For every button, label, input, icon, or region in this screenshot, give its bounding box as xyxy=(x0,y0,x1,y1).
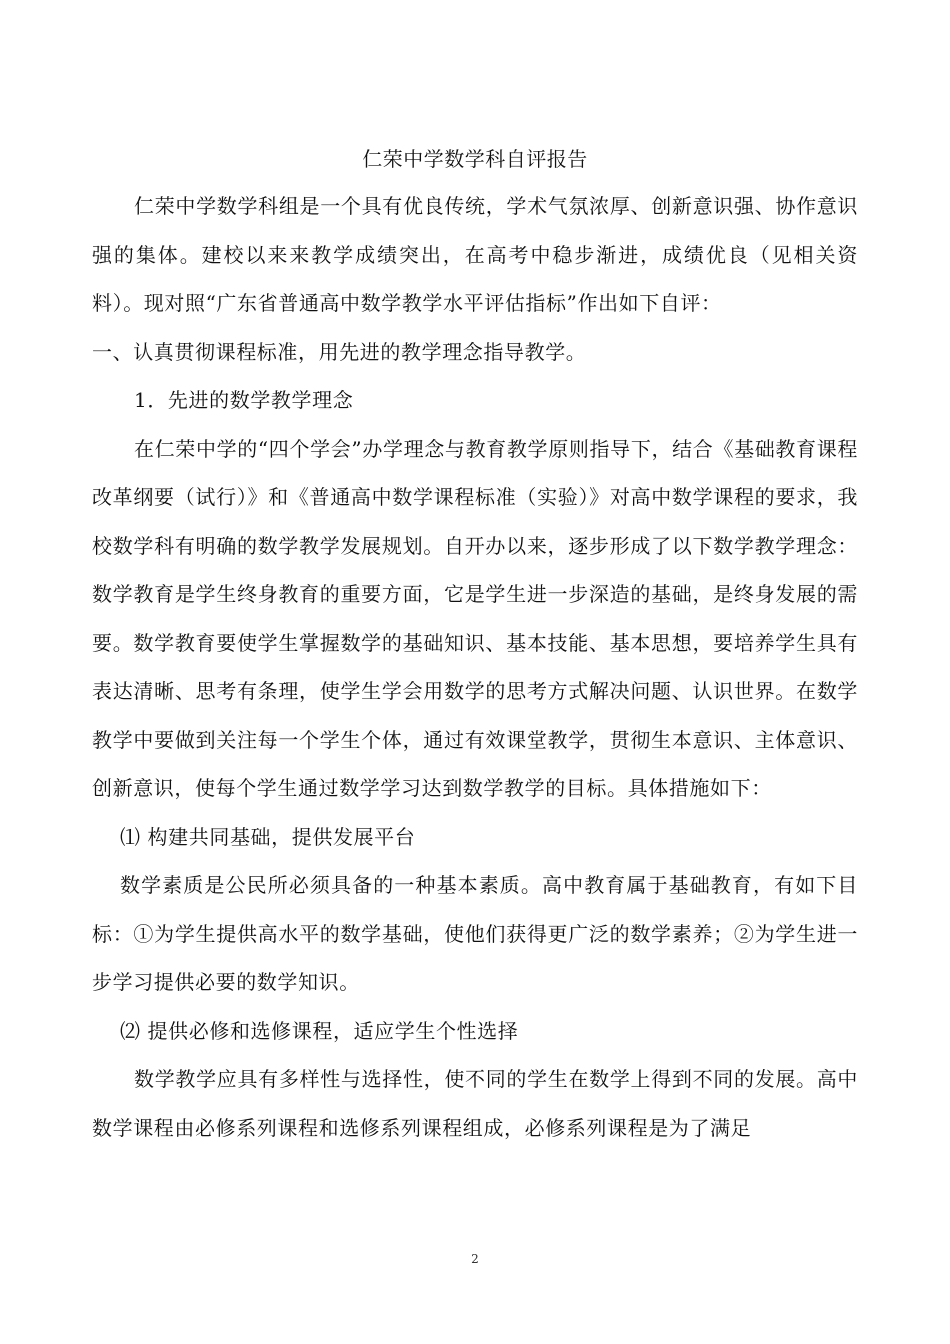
document-body xyxy=(92,140,858,1152)
paragraph-item-2: 数学教学应具有多样性与选择性，使不同的学生在数学上得到不同的发展。高中数学课程由必修系列课程和选修系列课程组成，必修系列课程是为了满足 xyxy=(92,1067,858,1140)
page-number: 2 xyxy=(471,1252,479,1266)
paragraph-philosophy: 在仁荣中学的“四个学会”办学理念与教育教学原则指导下，结合《基础教育课程改革纲要（试行）》和《普通高中数学课程标准（实验）》对高中数学课程的要求，我校数学科有明确的数学教学发展规划。自开办以来，逐步形成了以下数学教学理念：数学教育是学生终身教育的重要方面，它是学生进一步深造的基础，是终身发展的需要。数学教育要使学生掌握数学的基础知识、基本技能、基本思想，要培养学生具有表达清晰、思考有条理，使学生学会用数学的思考方式解决问题、认识世界。在数学教学中要做到关注每一个学生个体，通过有效课堂教学，贯彻生本意识、主体意识、创新意识，使每个学生通过数学学习达到数学教学的目标。具体措施如下： xyxy=(92,436,858,800)
paragraph-intro: 仁荣中学数学科组是一个具有优良传统，学术气氛浓厚、创新意识强、协作意识强的集体。建校以来来教学成绩突出，在高考中稳步渐进，成绩优良（见相关资料）。现对照“广东省普通高中数学教学水平评估指标”作出如下自评： xyxy=(92,194,858,315)
subsection-heading-1: 1．先进的数学教学理念 xyxy=(134,388,354,412)
item-heading-2: ⑵ 提供必修和选修课程，适应学生个性选择 xyxy=(120,1018,519,1043)
paragraph-item-1: 数学素质是公民所必须具备的一种基本素质。高中教育属于基础教育，有如下目标：①为学生提供高水平的数学基础，使他们获得更广泛的数学素养；②为学生进一步学习提供必要的数学知识。 xyxy=(92,873,858,994)
item-heading-1: ⑴ 构建共同基础，提供发展平台 xyxy=(120,824,416,849)
document-title: 仁荣中学数学科自评报告 xyxy=(362,147,588,171)
section-heading-1: 一、认真贯彻课程标准，用先进的教学理念指导教学。 xyxy=(92,339,587,364)
